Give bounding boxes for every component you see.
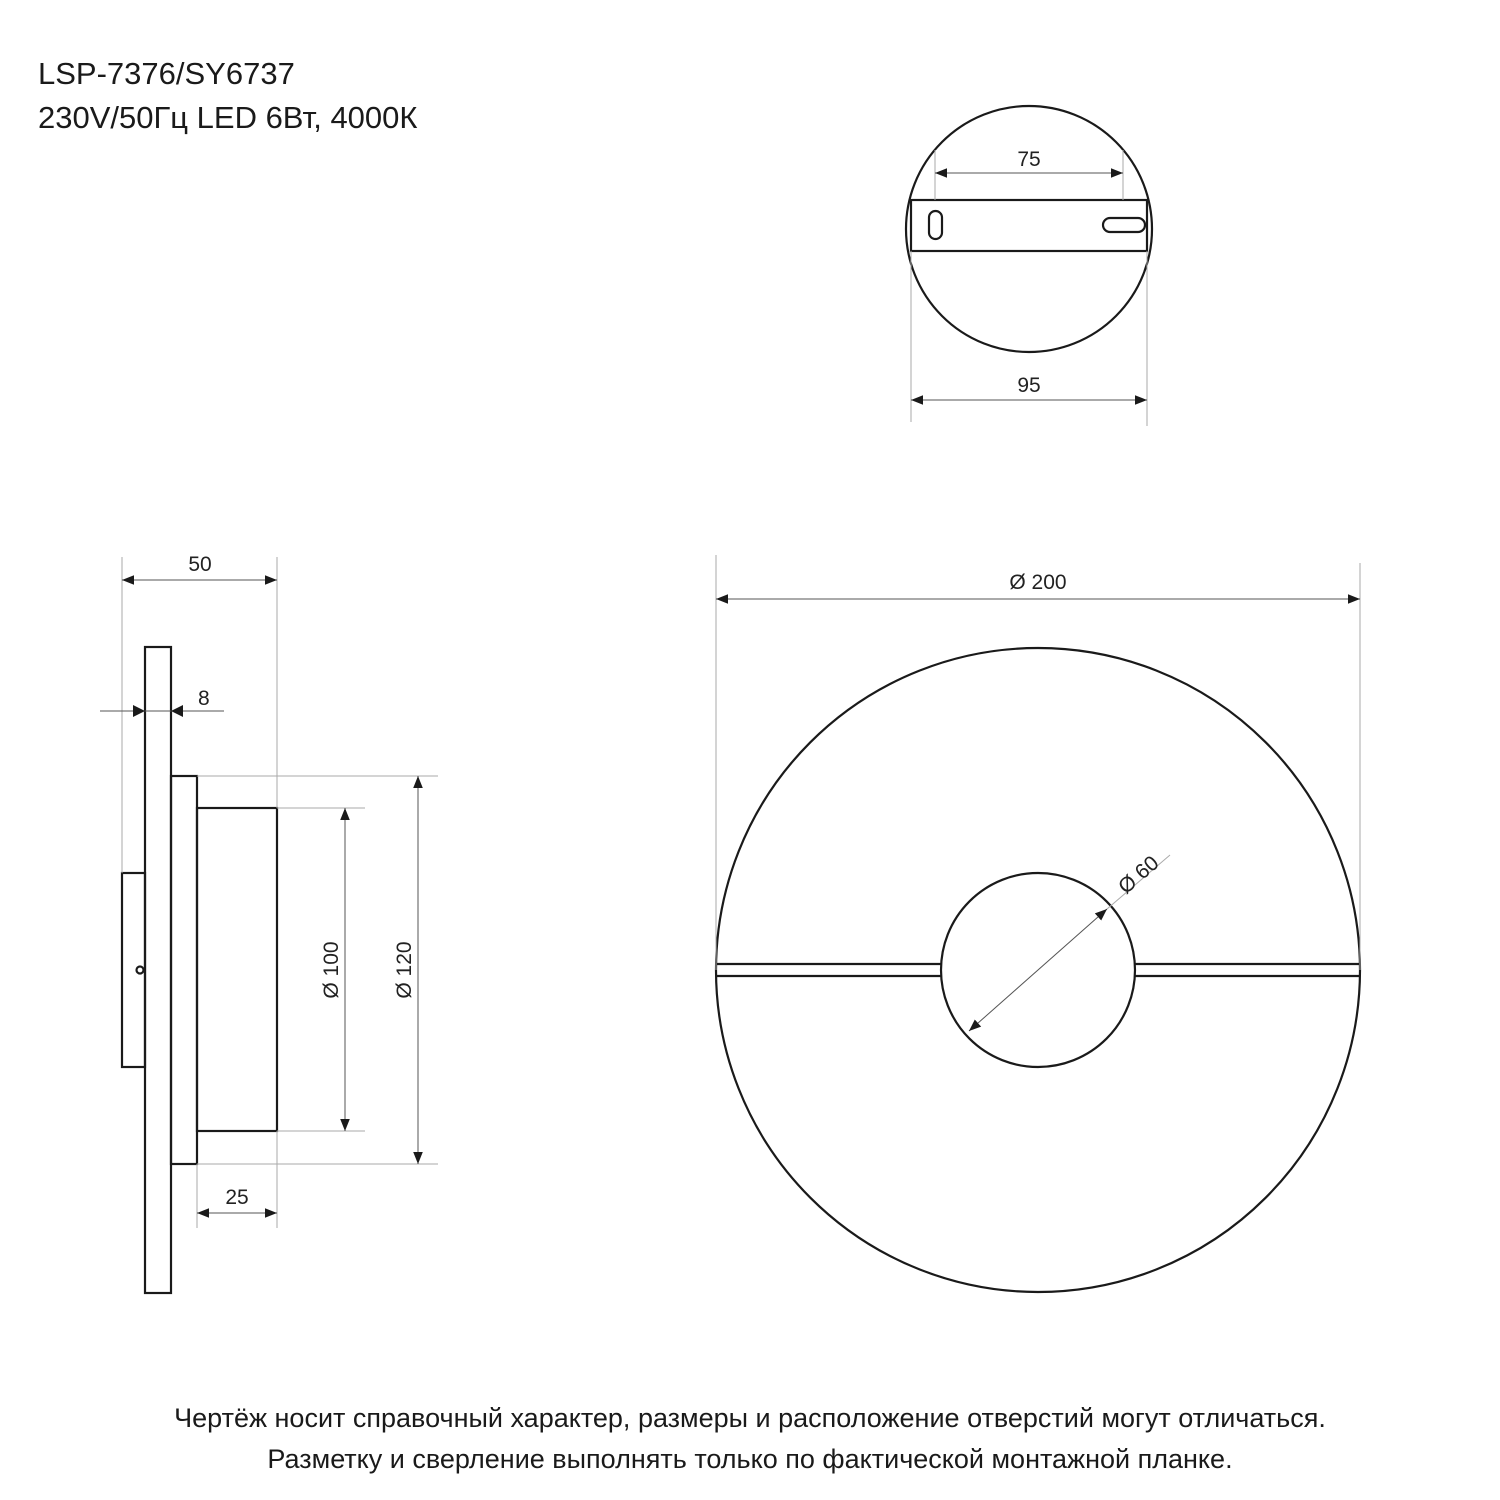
dim-label-d120: Ø 120 xyxy=(393,941,416,999)
dim-label-75: 75 xyxy=(1017,148,1041,171)
bracket-slot-left xyxy=(929,211,942,239)
dim-label-d200: Ø 200 xyxy=(1009,571,1067,594)
disclaimer-line-1: Чертёж носит справочный характер, размеры и расположение отверстий могут отличаться. xyxy=(174,1403,1326,1433)
dim-line-d60 xyxy=(969,909,1107,1031)
dim-label-d60: Ø 60 xyxy=(1114,851,1164,899)
disclaimer-line-2: Разметку и сверление выполнять только по фактической монтажной планке. xyxy=(267,1444,1233,1474)
dim-label-50: 50 xyxy=(188,553,212,576)
dim-label-8: 8 xyxy=(198,687,210,710)
side-view xyxy=(100,553,438,1293)
side-front-panel xyxy=(145,647,171,1293)
bracket-slot-right xyxy=(1103,218,1145,232)
mounting-bracket xyxy=(911,200,1147,251)
side-back-plate xyxy=(122,873,145,1067)
front-view xyxy=(716,555,1360,1292)
dim-label-25: 25 xyxy=(225,1186,249,1209)
footer-disclaimer xyxy=(0,1398,1500,1480)
electrical-specs: 230V/50Гц LED 6Вт, 4000К xyxy=(38,100,418,135)
top-view xyxy=(906,106,1152,426)
model-number: LSP-7376/SY6737 xyxy=(38,56,295,91)
side-screw-hole xyxy=(137,967,144,974)
dim-label-d100: Ø 100 xyxy=(320,941,343,999)
dim-label-95: 95 xyxy=(1017,374,1041,397)
side-body xyxy=(197,808,277,1131)
side-flange xyxy=(171,776,197,1164)
